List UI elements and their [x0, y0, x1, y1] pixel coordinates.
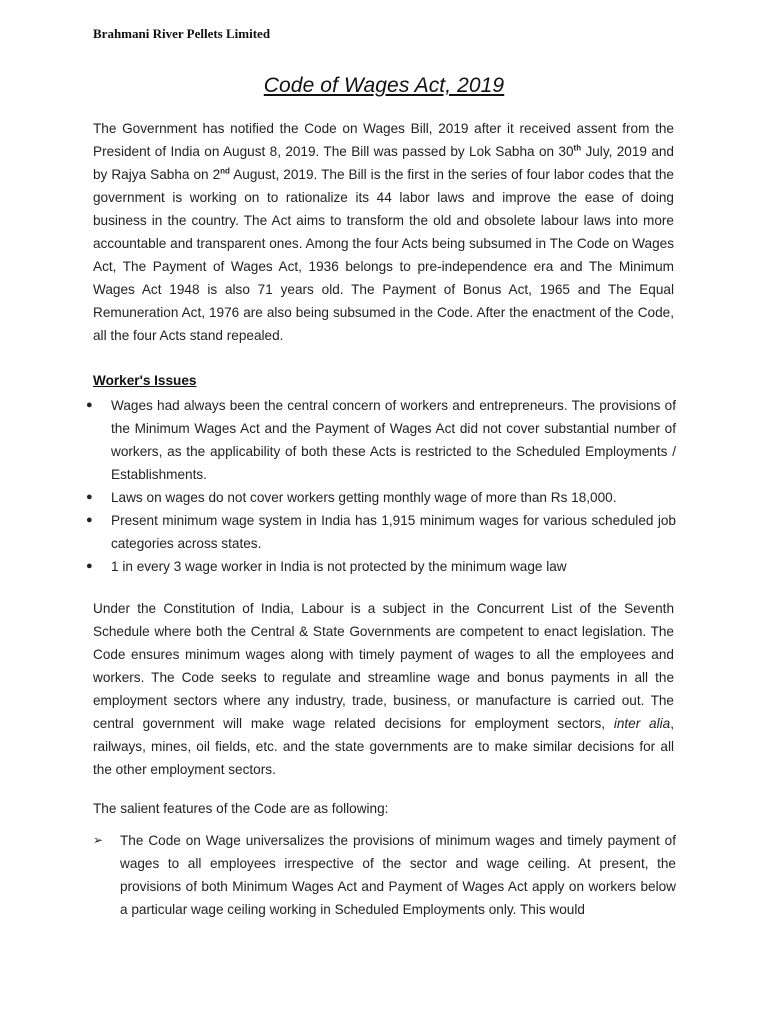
features-list — [93, 829, 676, 921]
inter-alia-text: inter alia — [613, 716, 671, 731]
intro-sup-nd: nd — [220, 166, 230, 176]
list-item-text: 1 in every 3 wage worker in India is not protected by the minimum wage law — [111, 559, 567, 574]
workers-issues-heading: Worker's Issues — [93, 373, 197, 388]
list-item — [84, 394, 676, 486]
constitution-text-b: , railways, mines, oil fields, etc. and the state governments are to make similar decisions for all the other employment sectors. — [93, 716, 674, 777]
list-item-text: The Code on Wage universalizes the provisions of minimum wages and timely payment of wages to all employees irrespective of the sector and wage ceiling. At present, the provisions of both Minimum Wages Act and Payment of Wages Act apply on workers below a particular wage ceiling working in Scheduled Employments only. This would — [120, 833, 676, 917]
intro-text-c: August, 2019. The Bill is the first in the series of four labor codes that the government is working on to rationalize its 44 labor laws and improve the ease of doing business in the country. The Act aims to transform the old and obsolete labour laws into more accountable and transparent ones. Among the four Acts being subsumed in The Code on Wages Act, The Payment of Wages Act, 1936 belongs to pre-independence era and The Minimum Wages Act 1948 is also 71 years old. The Payment of Bonus Act, 1965 and The Equal Remuneration Act, 1976 are also being subsumed in the Code. After the enactment of the Code, all the four Acts stand repealed. — [93, 167, 674, 343]
list-item — [84, 509, 676, 555]
bullet-icon: ● — [86, 491, 93, 503]
workers-issues-list — [84, 394, 676, 578]
bullet-icon: ● — [86, 560, 93, 572]
company-header: Brahmani River Pellets Limited — [93, 26, 271, 41]
intro-text-b: July, 2019 and by Rajya Sabha on 2 — [93, 144, 674, 182]
bullet-icon: ● — [86, 399, 93, 411]
constitution-text-a: Under the Constitution of India, Labour is a subject in the Concurrent List of the Seventh Schedule where both the Central & State Governments are competent to enact legislation. The Code ensures minimum wages along with timely payment of wages to all the employees and workers. The Code seeks to regulate and streamline wage and bonus payments in all the employment sectors where any industry, trade, business, or manufacture is carried out. The central government will make wage related decisions for employment sectors, — [93, 601, 674, 731]
arrow-bullet-icon: ➢ — [93, 833, 104, 847]
list-item — [84, 486, 676, 509]
document-title: Code of Wages Act, 2019 — [263, 74, 505, 97]
intro-text-a: The Government has notified the Code on Wages Bill, 2019 after it received assent from the President of India on August 8, 2019. The Bill was passed by Lok Sabha on 30 — [93, 121, 674, 159]
bullet-icon: ● — [86, 514, 93, 526]
constitution-paragraph — [93, 597, 674, 781]
list-item-text: Wages had always been the central concern of workers and entrepreneurs. The provisions of the Minimum Wages Act and the Payment of Wages Act did not cover substantial number of workers, as the applicability of both these Acts is restricted to the Scheduled Employments / Establishments. — [111, 398, 676, 482]
intro-paragraph — [93, 117, 674, 347]
list-item — [93, 829, 676, 921]
features-intro: The salient features of the Code are as following: — [93, 801, 389, 816]
list-item — [84, 555, 676, 578]
list-item-text: Laws on wages do not cover workers getting monthly wage of more than Rs 18,000. — [111, 490, 617, 505]
intro-sup-th: th — [573, 143, 582, 153]
list-item-text: Present minimum wage system in India has 1,915 minimum wages for various scheduled job categories across states. — [111, 513, 676, 551]
